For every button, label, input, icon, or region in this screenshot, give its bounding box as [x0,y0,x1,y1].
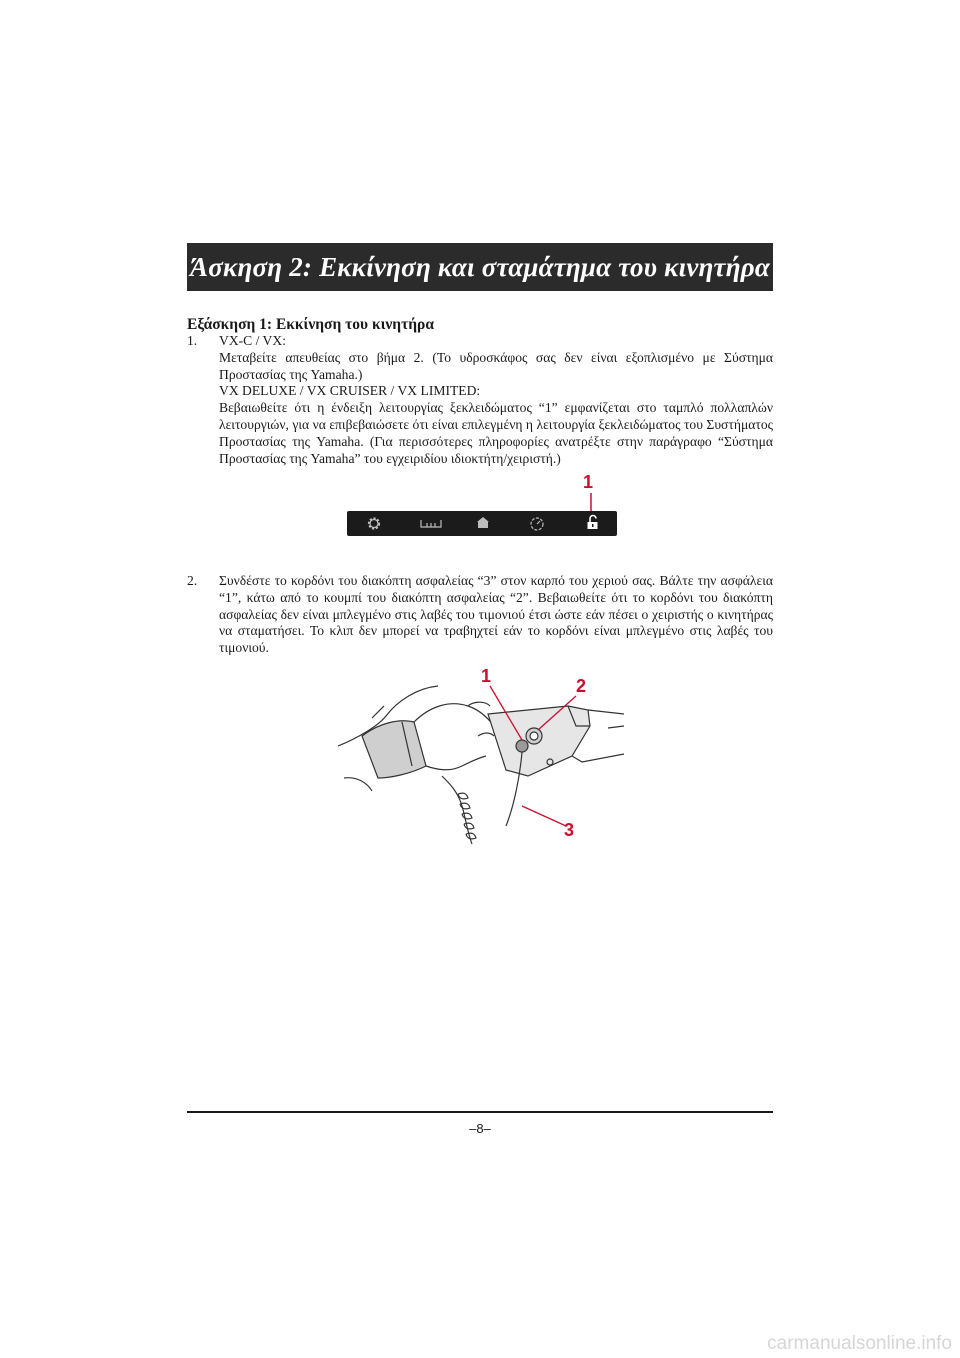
multifunction-display-bar [347,511,617,536]
page-title: Άσκηση 2: Εκκίνηση και σταμάτημα του κινητήρα [190,251,770,282]
home-icon [477,517,489,528]
step-text: Συνδέστε το κορδόνι του διακόπτη ασφαλείας “3” στον καρπό του χεριού σας. Βάλτε την ασφάλεια “1”, κάτω από το κουμπί του διακόπτη ασφαλείας “2”. Βεβαιωθείτε ότι το κορδόνι του διακόπτη ασφαλείας δεν είναι μπλεγμένο στις λαβές του τιμονιού έτσι ώστε εάν πέσει ο χειριστής ο κινητήρας να σταματήσει. Το κλιπ δεν μπορεί να τραβηχτεί εάν το κορδόνι είναι μπλεγμένο στις λαβές του τιμονιού. [219,573,773,656]
unlock-icon [588,516,598,530]
callout-2: 2 [576,676,587,696]
dashboard-figure [343,472,619,540]
step-text: Βεβαιωθείτε ότι η ένδειξη λειτουργίας ξεκλειδώματος “1” εμφανίζεται στο ταμπλό πολλαπλών λειτουργιών, για να επιβεβαιώσετε ότι είναι επιλεγμένη η λειτουργία ξεκλειδώματος του Συστήματος Προστασίας της Yamaha. (Για περισσότερες πληροφορίες ανατρέξτε στην παράγραφο “Σύστημα Προστασίας της Yamaha” του εγχειριδίου ιδιοκτήτη/χειριστή.) [219,400,773,466]
model-line: VX DELUXE / VX CRUISER / VX LIMITED: [219,383,481,399]
speedometer-icon [531,518,543,530]
step-number: 2. [187,573,198,588]
page-number: –8– [469,1121,491,1136]
lanyard-figure [338,666,628,866]
callout-3: 3 [564,820,575,840]
depth-gauge-icon [421,520,441,527]
step-text: Μεταβείτε απευθείας στο βήμα 2. (Το υδροσκάφος σας δεν είναι εξοπλισμένο με Σύστημα Προστασίας της Yamaha.) [219,349,773,382]
title-bar [187,243,773,291]
model-line: VX-C / VX: [219,333,286,348]
watermark: carmanualsonline.info [767,1333,952,1354]
section-heading: Εξάσκηση 1: Εκκίνηση του κινητήρα [187,316,435,333]
step-2 [187,573,773,657]
callout-1: 1 [481,666,492,686]
callout-1: 1 [583,472,594,492]
gear-icon [369,519,379,529]
step-1 [187,333,773,467]
step-number: 1. [187,333,198,348]
footer-rule [187,1111,773,1113]
